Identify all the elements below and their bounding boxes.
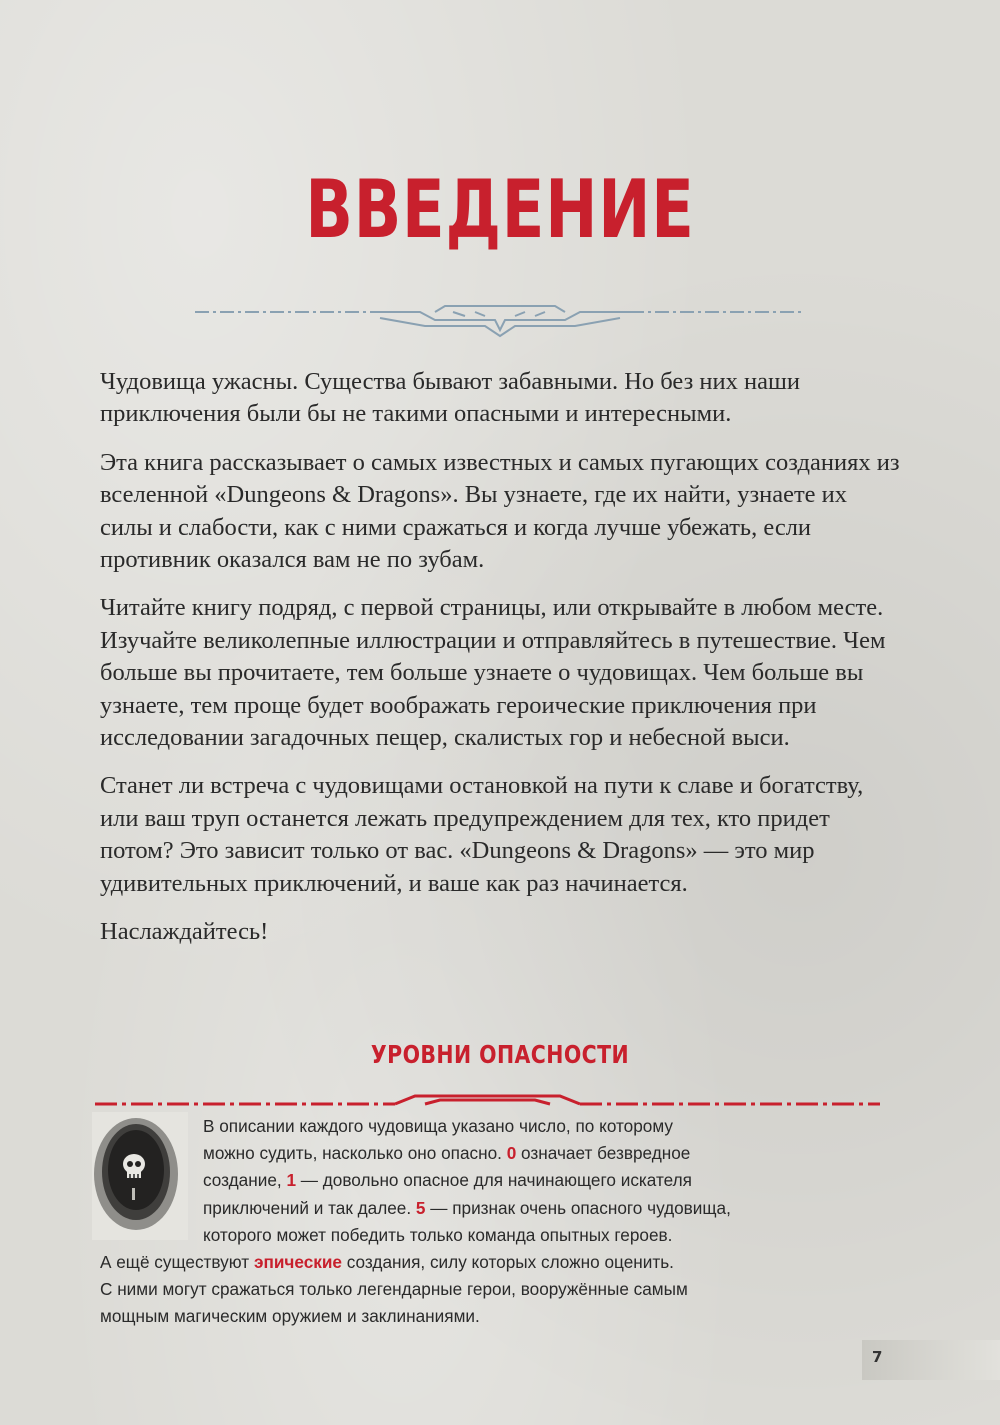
text-line — [100, 1195, 890, 1222]
paragraph: Читайте книгу подряд, с первой страницы, или открывайте в любом месте. Изучайте великолепные иллюстрации и отправляйтесь в путешествие. Чем больше вы прочитаете, тем больше узнаете о чудовищах. Чем больше вы узнаете, тем проще будет воображать героические приключения при исследовании загадочных пещер, скалистых гор и небесной выси. — [100, 594, 886, 752]
danger-level-5: 5 — [415, 1197, 426, 1218]
text-line — [100, 1249, 890, 1276]
danger-level-0: 0 — [506, 1143, 517, 1164]
text-line: которого может победить только команда опытных героев. — [203, 1224, 673, 1245]
text-span: — довольно опасное для начинающего искателя — [296, 1170, 692, 1191]
paragraph: Эта книга рассказывает о самых известных и самых пугающих созданиях из вселенной «Dungeons & Dragons». Вы узнаете, где их найти, узнаете их силы и слабости, как с ними сражаться и когда лучше убежать, если противник оказался вам не по зубам. — [100, 448, 900, 574]
page-title: ВВЕДЕНИЕ — [305, 163, 695, 256]
text-span: можно судить, насколько оно опасно. — [203, 1143, 507, 1164]
title-ornament — [195, 300, 805, 340]
text-line: С ними могут сражаться только легендарные герои, вооружённые самым — [100, 1279, 688, 1300]
text-span: означает безвредное — [516, 1143, 691, 1164]
text-line: В описании каждого чудовища указано число, по которому — [203, 1116, 673, 1136]
text-line — [100, 1167, 890, 1194]
epic-label: эпические — [253, 1252, 342, 1273]
intro-text — [100, 366, 900, 965]
text-span: создание, — [203, 1170, 287, 1191]
text-span: — признак очень опасного чудовища, — [425, 1197, 731, 1218]
text-span: создания, силу которых сложно оценить. — [342, 1252, 674, 1273]
danger-levels-text — [100, 1113, 890, 1331]
paragraph: Станет ли встреча с чудовищами остановкой на пути к славе и богатству, или ваш труп останется лежать предупреждением для тех, кто придет потом? Это зависит только от вас. «Dungeons & Dragons» — это мир удивительных приключений, и ваше как раз начинается. — [100, 772, 864, 897]
danger-levels-heading: УРОВНИ ОПАСНОСТИ — [370, 1040, 630, 1069]
danger-ornament — [95, 1086, 880, 1116]
text-span: А ещё существуют — [100, 1252, 254, 1273]
text-span: приключений и так далее. — [203, 1197, 416, 1218]
page-number: 7 — [872, 1348, 883, 1366]
danger-level-1: 1 — [286, 1170, 297, 1191]
paragraph: Наслаждайтесь! — [100, 918, 269, 946]
paragraph: Чудовища ужасны. Существа бывают забавными. Но без них наши приключения были бы не такими опасными и интересными. — [100, 368, 800, 428]
text-line — [100, 1140, 890, 1167]
text-line: мощным магическим оружием и заклинаниями. — [100, 1306, 480, 1327]
